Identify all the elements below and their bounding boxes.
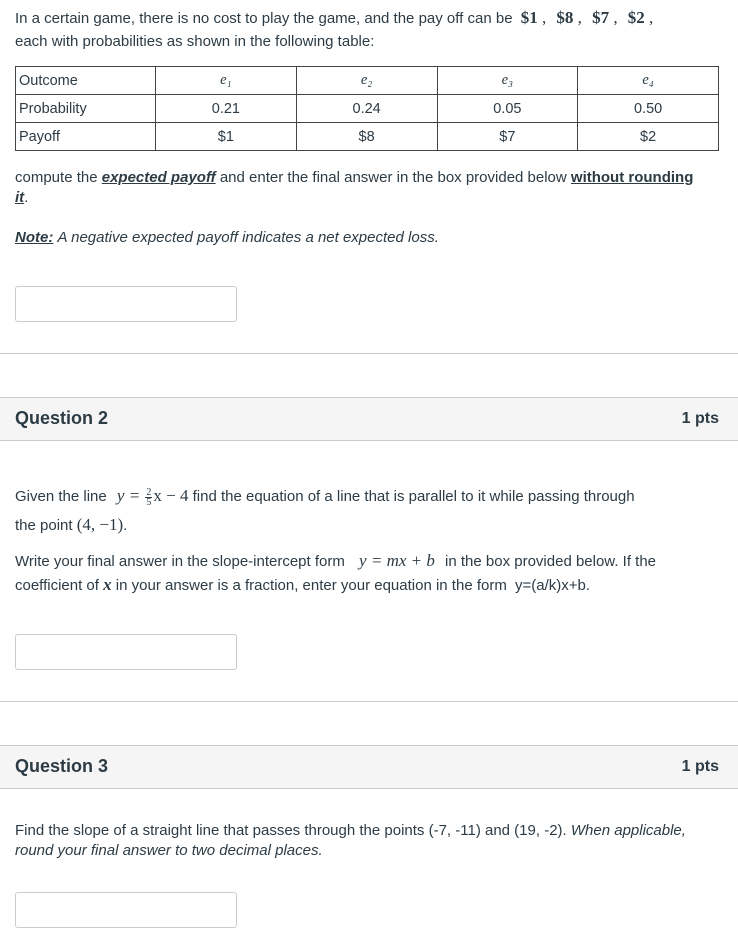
q3-answer-input[interactable]: [15, 892, 237, 928]
coef-variable: x: [103, 575, 112, 594]
q3-text-italic: When applicable,: [570, 822, 686, 839]
row-label-outcome: Outcome: [16, 67, 156, 95]
note-text: A negative expected payoff indicates a net expected loss.: [57, 229, 439, 246]
probability-table: [15, 66, 719, 151]
q2-period: .: [123, 517, 128, 534]
q1-intro-line1: In a certain game, there is no cost to play the game, and the pay off can be $1 , $8 , $7 , $2 ,: [15, 8, 654, 27]
payoff-cell: $7: [437, 123, 578, 151]
instruction-period: .: [24, 189, 29, 206]
divider: [0, 701, 738, 702]
payoff-cell: $8: [296, 123, 437, 151]
fraction-denominator: 5: [146, 496, 152, 508]
row-label-payoff: Payoff: [16, 123, 156, 151]
question-3-title: Question 3: [15, 756, 109, 776]
q2-point-line: [15, 515, 127, 536]
fraction-two-fifths: [145, 488, 152, 507]
question-2-points: 1 pts: [681, 410, 719, 427]
q2-period: .: [585, 577, 591, 594]
probability-cell: 0.24: [296, 95, 437, 123]
q1-answer-input[interactable]: [15, 286, 237, 322]
q2-coefficient-line: [15, 575, 730, 596]
payoff-2: $8: [556, 8, 574, 27]
outcome-e3: e₃: [437, 67, 578, 95]
outcome-e1: e₁: [156, 67, 297, 95]
q1-intro-line2: each with probabilities as shown in the following table:: [15, 33, 375, 50]
q2-answer-input[interactable]: [15, 634, 237, 670]
question-2-title: Question 2: [15, 408, 109, 428]
q2-text: the point: [15, 517, 73, 534]
q2-text: coefficient of: [15, 577, 99, 594]
probability-cell: 0.21: [156, 95, 297, 123]
question-3-header: [0, 745, 738, 789]
table-row: [16, 123, 719, 151]
outcome-e2: e₂: [296, 67, 437, 95]
payoff-cell: $2: [578, 123, 719, 151]
row-label-probability: Probability: [16, 95, 156, 123]
q2-text: Write your final answer in the slope-intercept form: [15, 553, 345, 570]
q1-note: [15, 228, 439, 248]
point-value: (4, −1): [76, 515, 124, 534]
expected-payoff-emphasis: expected payoff: [101, 169, 216, 186]
q1-intro-text: In a certain game, there is no cost to play the game, and the pay off can be: [15, 10, 513, 27]
q3-text: [15, 821, 730, 861]
q3-text-italic: round your final answer to two decimal places.: [15, 842, 323, 859]
note-label: Note:: [15, 229, 54, 246]
payoff-1: $1: [520, 8, 538, 27]
table-row: [16, 67, 719, 95]
probability-cell: 0.50: [578, 95, 719, 123]
q2-write-line: [15, 551, 730, 572]
q2-text: find the equation of a line that is parallel to it while passing through: [192, 488, 635, 505]
question-2-header: [0, 397, 738, 441]
instruction-text: compute the: [15, 169, 98, 186]
q3-text-main: Find the slope of a straight line that passes through the points (-7, -11) and (19, -2).: [15, 822, 567, 839]
divider: [0, 353, 738, 354]
q2-text: in your answer is a fraction, enter your equation in the form: [115, 577, 507, 594]
q2-given-line: [15, 486, 730, 507]
payoff-4: $2: [627, 8, 645, 27]
q2-text: Given the line: [15, 488, 107, 505]
q2-text: in the box provided below. If the: [445, 553, 657, 570]
without-rounding-emphasis: without rounding: [570, 169, 694, 186]
eq-y: y =: [116, 486, 141, 505]
table-row: [16, 95, 719, 123]
payoff-3: $7: [592, 8, 610, 27]
fraction-numerator: 2: [146, 486, 152, 498]
slope-intercept-form: y = mx + b: [359, 551, 435, 570]
answer-form: y=(a/k)x+b: [515, 577, 586, 594]
probability-cell: 0.05: [437, 95, 578, 123]
eq-rest: x − 4: [153, 486, 189, 505]
question-3-points: 1 pts: [681, 758, 719, 775]
payoff-cell: $1: [156, 123, 297, 151]
q1-instruction: [15, 168, 727, 208]
outcome-e4: e₄: [578, 67, 719, 95]
instruction-text: and enter the final answer in the box provided below: [219, 169, 567, 186]
it-emphasis: it: [15, 189, 25, 206]
